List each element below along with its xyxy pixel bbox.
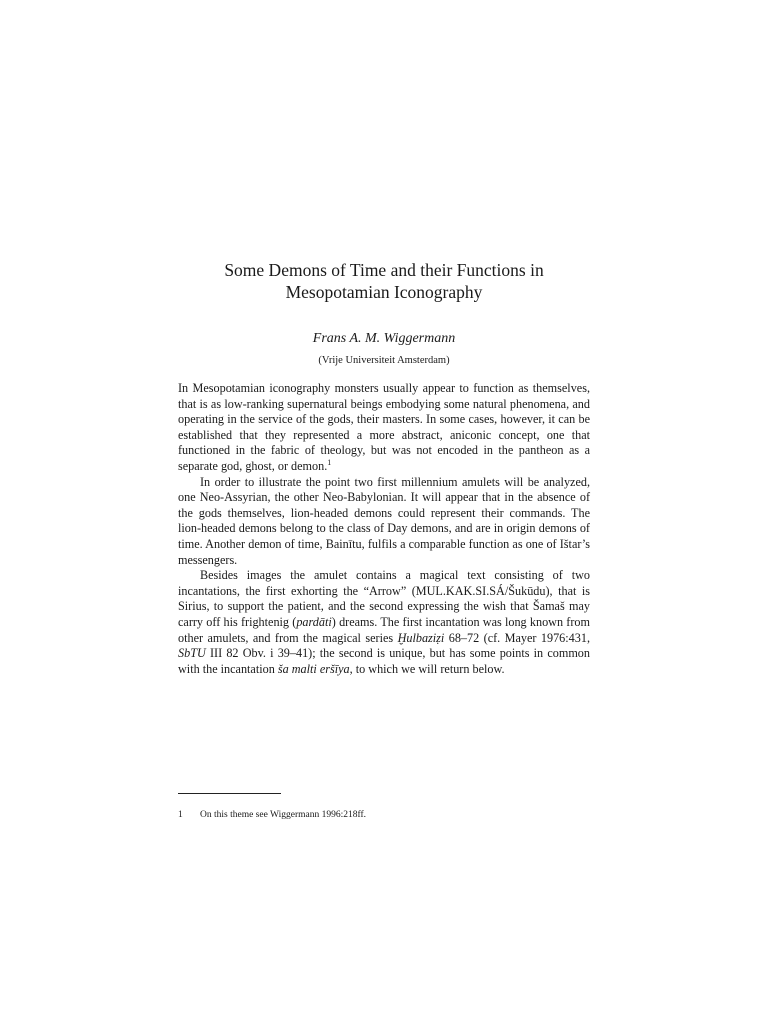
body-text	[178, 381, 590, 677]
paragraph-1	[178, 381, 590, 475]
paragraph-3-text-b: ) dreams. The first incantation was long known from other amulets, and from the magical series	[178, 614, 590, 645]
footnote-text: On this theme see Wiggermann 1996:218ff.	[200, 810, 367, 820]
author-name: Frans A. M. Wiggermann	[312, 331, 456, 346]
term-hulbazizi: Ḫulbaziẓi	[397, 630, 445, 645]
paper-title	[160, 259, 608, 303]
paragraph-3-text-d: III 82 Obv. i 39–41); the second is unique, but has some points in common with the incantation	[178, 646, 590, 676]
term-sbtu: SbTU	[178, 646, 206, 661]
title-line-2: Mesopotamian Iconography	[285, 282, 483, 302]
footnote-number: 1	[178, 810, 183, 820]
paragraph-3-text-e: , to which we will return below.	[349, 661, 505, 676]
term-sa-malti-ersiya: ša malti eršīya	[277, 661, 350, 676]
footnote-divider	[178, 793, 281, 794]
paragraph-2: In order to illustrate the point two first millennium amulets will be analyzed, one Neo-Assyrian, the other Neo-Babylonian. It will appear that in the absence of the gods themselves, lion-headed demons could represent their commands. The lion-headed demons belong to the class of Day demons, and are in origin demons of time. Another demon of time, Bainītu, fulfils a comparable function as one of Ištar’s messengers.	[178, 474, 590, 567]
footnote	[178, 810, 590, 820]
title-line-1: Some Demons of Time and their Functions in	[224, 260, 544, 280]
paragraph-3	[178, 568, 590, 677]
paragraph-3-text-c: 68–72 (cf. Mayer 1976:431,	[444, 630, 590, 645]
author-affiliation: (Vrije Universiteit Amsterdam)	[318, 355, 450, 366]
footnote-reference[interactable]: 1	[327, 457, 332, 467]
paragraph-3-text-a: Besides images the amulet contains a magical text consisting of two incantations, the first exhorting the “Arrow” (MUL.KAK.SI.SÁ/Šukūdu), that is Sirius, to support the patient, and the second expressing the wish that Šamaš may carry off his frightenig (	[178, 568, 590, 629]
paragraph-1-text: In Mesopotamian iconography monsters usually appear to function as themselves, that is as low-ranking supernatural beings embodying some natural phenomena, and operating in the service of the gods, their masters. In some cases, however, it can be established that they represented a more abstract, aniconic concept, one that functioned in the fabric of theology, but was not encoded in the pantheon as a separate god, ghost, or demon.	[178, 381, 590, 473]
term-pardati: pardāti	[296, 614, 332, 629]
